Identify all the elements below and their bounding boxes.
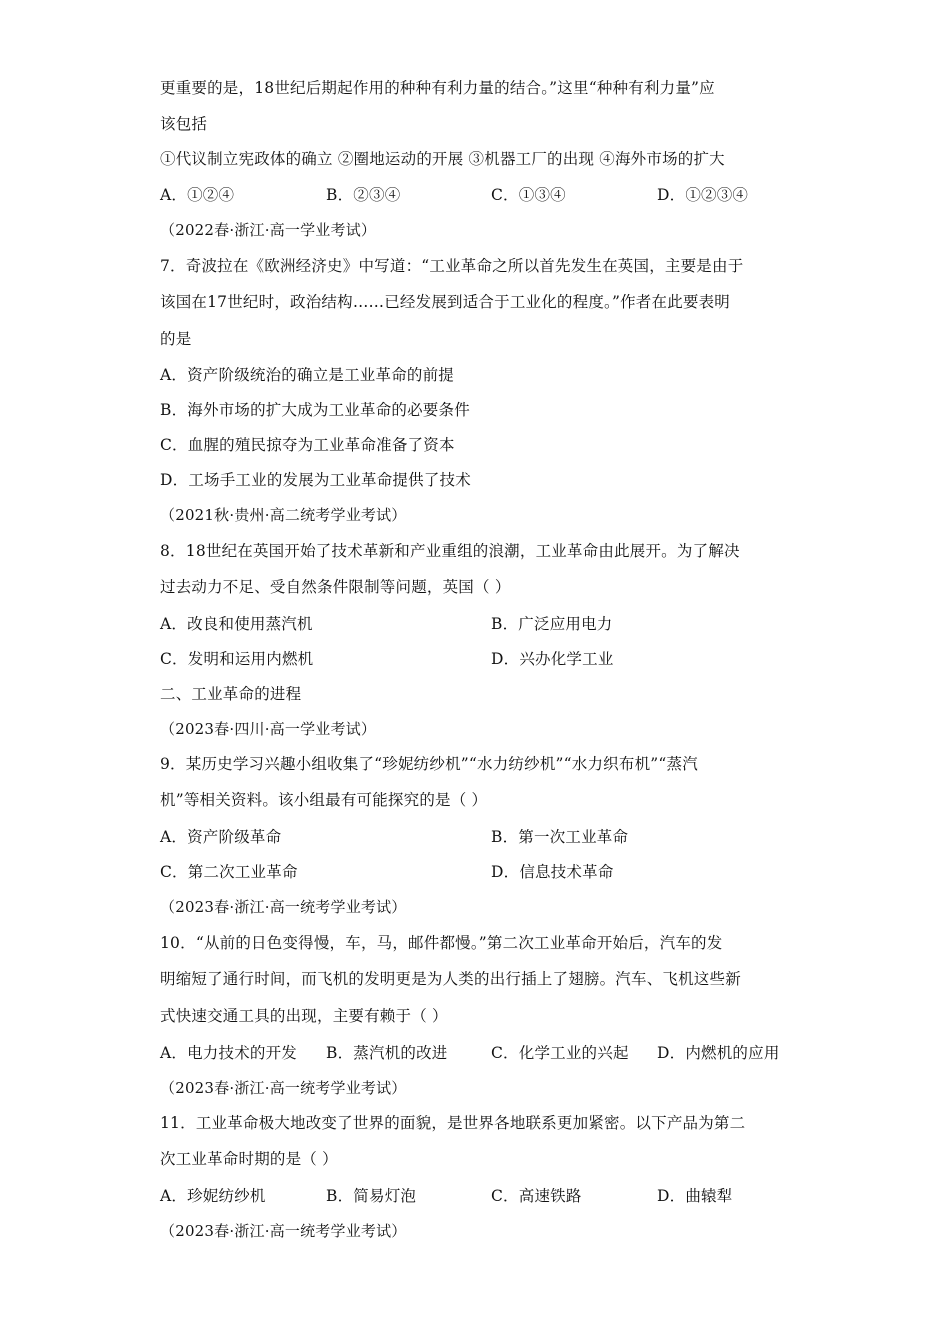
q10-option-d: D．内燃机的应用	[657, 1044, 780, 1062]
q9-option-d: D．信息技术革命	[491, 863, 614, 881]
q11-stem-line-1: 11．工业革命极大地改变了世界的面貌，是世界各地联系更加紧密。以下产品为第二	[160, 1114, 746, 1132]
q7-stem-line-1: 7．奇波拉在《欧洲经济史》中写道：“工业革命之所以首先发生在英国，主要是由于	[160, 257, 744, 275]
q8-option-d: D．兴办化学工业	[491, 650, 614, 668]
q9-stem-line-1: 9．某历史学习兴趣小组收集了“珍妮纺纱机”“水力纺纱机”“水力织布机”“蒸汽	[160, 755, 698, 773]
q7-source: （2022春·浙江·高一学业考试）	[160, 221, 377, 239]
q11-option-b: B．简易灯泡	[326, 1187, 417, 1205]
q10-stem-line-1: 10．“从前的日色变得慢，车，马，邮件都慢。”第二次工业革命开始后，汽车的发	[160, 934, 723, 952]
q11-option-a: A．珍妮纺纱机	[160, 1187, 266, 1205]
q9-option-a: A．资产阶级革命	[160, 828, 282, 846]
q7-option-b: B．海外市场的扩大成为工业革命的必要条件	[160, 401, 470, 419]
q8-option-a: A．改良和使用蒸汽机	[160, 615, 313, 633]
q10-stem-line-3: 式快速交通工具的出现，主要有赖于（ ）	[160, 1007, 448, 1025]
q7-stem-line-2: 该国在17世纪时，政治结构……已经发展到适合于工业化的程度。”作者在此要表明	[160, 293, 730, 311]
q7-option-c: C．血腥的殖民掠夺为工业革命准备了资本	[160, 436, 455, 454]
q6-option-b: B．②③④	[326, 186, 401, 204]
q8-option-b: B．广泛应用电力	[491, 615, 613, 633]
q8-stem-line-1: 8．18世纪在英国开始了技术革新和产业重组的浪潮，工业革命由此展开。为了解决	[160, 542, 740, 560]
q6-stem-line-1: 更重要的是，18世纪后期起作用的种种有利力量的结合。”这里“种种有利力量”应	[160, 79, 715, 97]
q6-option-d: D．①②③④	[657, 186, 749, 204]
q8-option-c: C．发明和运用内燃机	[160, 650, 314, 668]
q10-option-b: B．蒸汽机的改进	[326, 1044, 448, 1062]
q8-stem-line-2: 过去动力不足、受自然条件限制等问题，英国（ ）	[160, 578, 511, 596]
q10-option-a: A．电力技术的开发	[160, 1044, 297, 1062]
q6-option-c: C．①③④	[491, 186, 566, 204]
q7-stem-line-3: 的是	[160, 330, 192, 348]
q11-option-c: C．高速铁路	[491, 1187, 582, 1205]
q6-stem-line-2: 该包括	[160, 115, 208, 133]
q8-source: （2021秋·贵州·高二统考学业考试）	[160, 506, 407, 524]
q11-source: （2023春·浙江·高一统考学业考试）	[160, 1079, 407, 1097]
q9-option-c: C．第二次工业革命	[160, 863, 298, 881]
q10-stem-line-2: 明缩短了通行时间，而飞机的发明更是为人类的出行插上了翅膀。汽车、飞机这些新	[160, 970, 741, 988]
q9-option-b: B．第一次工业革命	[491, 828, 629, 846]
q12-source: （2023春·浙江·高一统考学业考试）	[160, 1222, 407, 1240]
q9-source: （2023春·四川·高一学业考试）	[160, 720, 377, 738]
q10-option-c: C．化学工业的兴起	[491, 1044, 629, 1062]
q11-option-d: D．曲辕犁	[657, 1187, 733, 1205]
q7-option-a: A．资产阶级统治的确立是工业革命的前提	[160, 366, 454, 384]
q10-source: （2023春·浙江·高一统考学业考试）	[160, 898, 407, 916]
q9-stem-line-2: 机”等相关资料。该小组最有可能探究的是（ ）	[160, 791, 488, 809]
section-heading: 二、工业革命的进程	[160, 685, 302, 703]
q11-stem-line-2: 次工业革命时期的是（ ）	[160, 1150, 338, 1168]
q6-option-a: A．①②④	[160, 186, 235, 204]
q6-items: ①代议制立宪政体的确立 ②圈地运动的开展 ③机器工厂的出现 ④海外市场的扩大	[160, 150, 725, 168]
q7-option-d: D．工场手工业的发展为工业革命提供了技术	[160, 471, 471, 489]
